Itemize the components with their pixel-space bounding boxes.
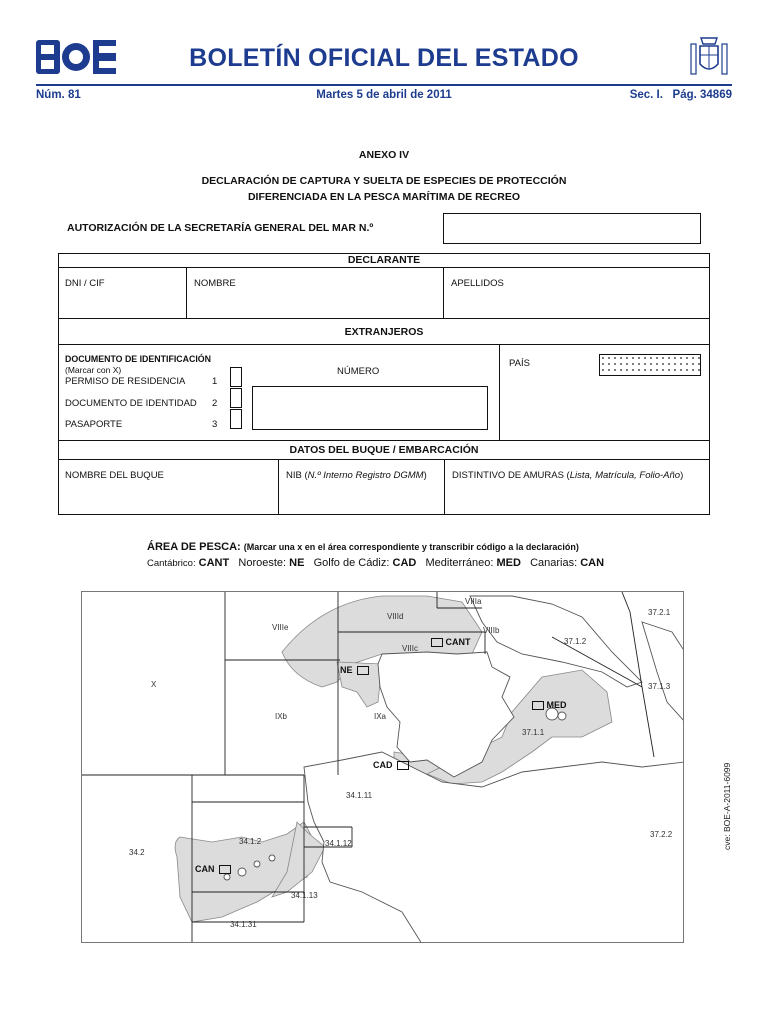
form-heading-1: DECLARACIÓN DE CAPTURA Y SUELTA DE ESPECIES DE PROTECCIÓN	[201, 175, 567, 187]
numero-field[interactable]	[252, 386, 488, 430]
label-34-1-13: 34.1.13	[291, 891, 318, 900]
nombre-buque-label: NOMBRE DEL BUQUE	[65, 470, 164, 481]
form-heading-2: DIFERENCIADA EN LA PESCA MARÍTIMA DE RECREO	[247, 191, 521, 203]
opt-identidad-checkbox[interactable]	[230, 388, 242, 408]
label-viiie: VIIIe	[272, 623, 289, 632]
label-34-1-11: 34.1.11	[346, 791, 373, 800]
label-x: X	[151, 680, 157, 689]
numero-label: NÚMERO	[337, 366, 380, 377]
pais-label: PAÍS	[509, 358, 530, 369]
declarante-header	[58, 253, 710, 268]
buque-header	[58, 440, 710, 460]
opt-pasaporte-number: 3	[212, 419, 218, 430]
med-box-icon[interactable]	[532, 701, 544, 710]
extranjeros-header	[58, 318, 710, 345]
opt-residencia-checkbox[interactable]	[230, 367, 242, 387]
label-34-1-12: 34.1.12	[325, 839, 352, 848]
annex-title: ANEXO IV	[358, 149, 410, 161]
amuras-field[interactable]	[444, 459, 710, 515]
doc-id-hint: (Marcar con X)	[65, 365, 122, 375]
label-37-1-3: 37.1.3	[648, 682, 671, 691]
opt-pasaporte-checkbox[interactable]	[230, 409, 242, 429]
opt-residencia-label: PERMISO DE RESIDENCIA	[65, 376, 186, 387]
label-34-1-31: 34.1.31	[230, 920, 257, 929]
declarante-title: DECLARANTE	[347, 254, 421, 266]
label-viiic: VIIIc	[402, 644, 419, 653]
label-34-2: 34.2	[129, 848, 145, 857]
apellidos-label: APELLIDOS	[451, 278, 504, 289]
nombre-buque-field[interactable]	[58, 459, 279, 515]
pais-field[interactable]	[599, 354, 701, 376]
fishing-area-map	[81, 591, 684, 943]
opt-residencia-number: 1	[212, 376, 218, 387]
authorization-label: AUTORIZACIÓN DE LA SECRETARÍA GENERAL DEL MAR N.º	[67, 222, 374, 234]
label-34-1-2: 34.1.2	[239, 837, 262, 846]
opt-identidad-label: DOCUMENTO DE IDENTIDAD	[65, 398, 197, 409]
section-page: Sec. I. Pág. 34869	[629, 89, 732, 101]
label-37-2-2: 37.2.2	[650, 830, 673, 839]
label-37-2-1: 37.2.1	[648, 608, 671, 617]
apellidos-field[interactable]	[443, 267, 710, 319]
coat-of-arms-icon	[688, 34, 730, 80]
zone-cant-checkbox[interactable]: CANT	[429, 637, 471, 647]
nombre-label: NOMBRE	[194, 278, 236, 289]
opt-identidad-number: 2	[212, 398, 218, 409]
nombre-field[interactable]	[186, 267, 444, 319]
cant-box-icon[interactable]	[431, 638, 443, 647]
label-37-1-2: 37.1.2	[564, 637, 587, 646]
area-title: ÁREA DE PESCA: (Marcar una x en el área correspondiente y transcribir código a la declaración)	[147, 541, 579, 553]
header-rule	[36, 84, 732, 86]
pais-divider	[499, 344, 500, 440]
nib-label: NIB (N.º Interno Registro DGMM)	[286, 470, 427, 481]
issue-date: Martes 5 de abril de 2011	[316, 89, 452, 101]
area-codes: Cantábrico: CANT Noroeste: NE Golfo de Cádiz: CAD Mediterráneo: MED Canarias: CAN	[147, 557, 605, 569]
label-viiib: VIIIb	[483, 626, 500, 635]
authorization-number-field[interactable]	[443, 213, 701, 244]
page-title: BOLETÍN OFICIAL DEL ESTADO	[189, 44, 579, 72]
italy-land	[642, 622, 684, 722]
africa-land	[304, 752, 684, 943]
label-viiid: VIIId	[387, 612, 404, 621]
opt-pasaporte-label: PASAPORTE	[65, 419, 123, 430]
nib-field[interactable]	[278, 459, 445, 515]
can-box-icon[interactable]	[219, 865, 231, 874]
amuras-label: DISTINTIVO DE AMURAS (Lista, Matrícula, Folio-Año)	[452, 470, 684, 481]
zone-ne-checkbox[interactable]: NE	[340, 665, 369, 675]
zone-cad-checkbox[interactable]: CAD	[373, 760, 409, 770]
zone-med-checkbox[interactable]: MED	[530, 700, 567, 710]
dni-field[interactable]	[58, 267, 187, 319]
cad-box-icon[interactable]	[397, 761, 409, 770]
label-37-1-1: 37.1.1	[522, 728, 545, 737]
extranjeros-title: EXTRANJEROS	[344, 326, 424, 338]
buque-title: DATOS DEL BUQUE / EMBARCACIÓN	[289, 444, 479, 456]
zone-can-checkbox[interactable]: CAN	[195, 864, 231, 874]
dni-label: DNI / CIF	[65, 278, 105, 289]
cve-code: cve: BOE-A-2011-6099	[722, 762, 732, 850]
label-viiia: VIIIa	[465, 597, 482, 606]
doc-id-title: DOCUMENTO DE IDENTIFICACIÓN	[65, 354, 211, 364]
ne-box-icon[interactable]	[357, 666, 369, 675]
label-ixa: IXa	[374, 712, 387, 721]
issue-number: Núm. 81	[36, 89, 81, 101]
label-ixb: IXb	[275, 712, 288, 721]
